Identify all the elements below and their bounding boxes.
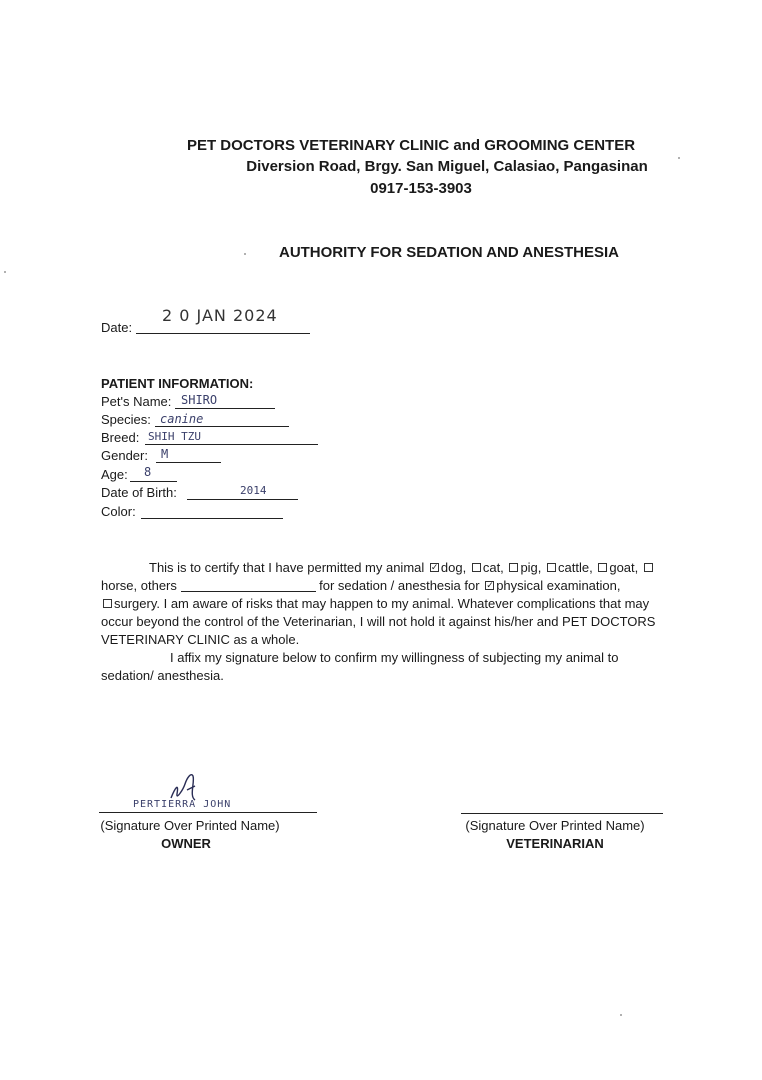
pets-name-line[interactable] [175, 408, 275, 409]
age-line[interactable] [130, 481, 177, 482]
owner-signature-line[interactable] [99, 812, 317, 813]
scan-speck [4, 271, 6, 273]
goat-checkbox[interactable] [598, 563, 607, 572]
horse-checkbox[interactable] [644, 563, 653, 572]
cat-checkbox[interactable] [472, 563, 481, 572]
owner-signature-caption: (Signature Over Printed Name) [100, 818, 280, 833]
consent-line-6: I affix my signature below to confirm my willingness of subjecting my animal to [170, 650, 619, 665]
clinic-address: Diversion Road, Brgy. San Miguel, Calasiao, Pangasinan [246, 158, 648, 175]
gender-value: M [161, 447, 169, 461]
vet-role: VETERINARIAN [506, 836, 604, 851]
pig-checkbox[interactable] [509, 563, 518, 572]
gender-label: Gender: [101, 448, 148, 463]
owner-printed-name: PERTIERRA JOHN [133, 799, 232, 810]
clinic-name: PET DOCTORS VETERINARY CLINIC and GROOMING CENTER [186, 137, 636, 154]
breed-value: SHIH TZU [148, 430, 201, 443]
clinic-phone: 0917-153-3903 [370, 180, 472, 197]
form-title: AUTHORITY FOR SEDATION AND ANESTHESIA [278, 244, 619, 261]
consent-line-3 [101, 595, 691, 613]
age-label: Age: [101, 467, 128, 482]
dob-value: 2014 [240, 484, 267, 497]
surgery-checkbox[interactable] [103, 599, 112, 608]
surgery-label: surgery. I am aware of risks that may happen to my animal. Whatever complications that may [114, 596, 650, 611]
scan-speck [244, 253, 246, 255]
color-label: Color: [101, 504, 136, 519]
dob-line[interactable] [187, 499, 298, 500]
pets-name-label: Pet's Name: [101, 394, 172, 409]
consent-line-2 [101, 577, 691, 595]
pig-option-label: pig, [520, 560, 542, 575]
others-label: horse, others [101, 578, 177, 593]
scan-speck [620, 1014, 622, 1016]
date-stamp: 2 0 JAN 2024 [162, 306, 278, 325]
consent-line-7: sedation/ anesthesia. [101, 668, 224, 683]
cat-option-label: cat, [482, 560, 504, 575]
gender-line[interactable] [156, 462, 221, 463]
consent-line-1 [101, 559, 691, 577]
patient-info-heading: PATIENT INFORMATION: [101, 376, 254, 391]
cattle-option-label: cattle, [558, 560, 593, 575]
date-label: Date: [101, 320, 133, 335]
scan-speck [678, 157, 680, 159]
species-value: canine [160, 412, 204, 426]
date-line[interactable] [136, 333, 310, 334]
consent-intro: This is to certify that I have permitted my animal [149, 560, 425, 575]
breed-label: Breed: [101, 430, 140, 445]
goat-option-label: goat, [609, 560, 639, 575]
consent-paragraph [101, 559, 691, 685]
breed-line[interactable] [145, 444, 318, 445]
consent-line-5: VETERINARY CLINIC as a whole. [101, 632, 300, 647]
purpose-label: for sedation / anesthesia for [319, 578, 480, 593]
dog-option-label: dog, [440, 560, 467, 575]
others-line[interactable] [181, 579, 316, 592]
color-line[interactable] [141, 518, 283, 519]
species-label: Species: [101, 412, 151, 427]
vet-signature-caption: (Signature Over Printed Name) [465, 818, 645, 833]
owner-role: OWNER [161, 836, 211, 851]
vet-signature-line[interactable] [461, 813, 663, 814]
physical-exam-label: physical examination, [496, 578, 621, 593]
age-value: 8 [144, 465, 152, 479]
species-line[interactable] [155, 426, 289, 427]
consent-line-4: occur beyond the control of the Veterinarian, I will not hold it against his/her and PET DOCTORS [101, 614, 656, 629]
cattle-checkbox[interactable] [547, 563, 556, 572]
physical-exam-checkbox[interactable] [485, 581, 494, 590]
pets-name-value: SHIRO [181, 393, 218, 407]
dog-checkbox[interactable] [430, 563, 439, 572]
dob-label: Date of Birth: [101, 485, 177, 500]
